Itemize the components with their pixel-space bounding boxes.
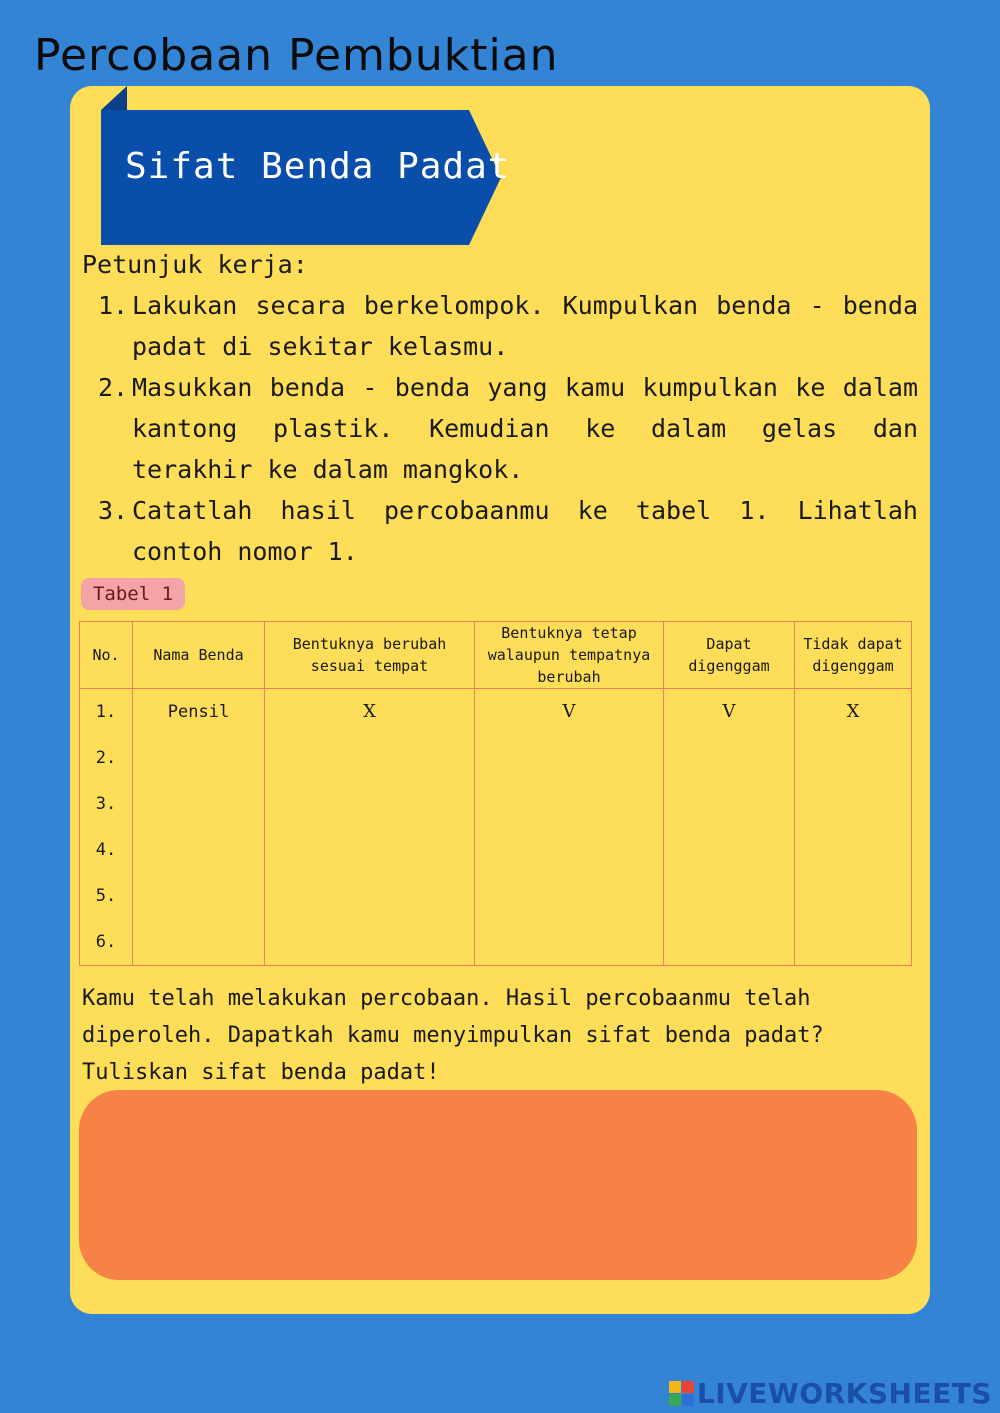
row-number: 5. <box>95 886 117 906</box>
cell-mark: X <box>846 701 860 722</box>
step-text: Catatlah hasil percobaanmu ke tabel 1. Lihatlah contoh nomor 1. <box>132 496 918 566</box>
instructions-list <box>82 285 918 572</box>
col-no <box>80 689 133 966</box>
banner-fold <box>101 86 127 110</box>
answer-text-box[interactable] <box>79 1090 917 1280</box>
row-number: 6. <box>95 932 117 952</box>
liveworksheets-logo-icon <box>669 1381 694 1406</box>
col-berubah <box>265 689 475 966</box>
page-title: Percobaan Pembuktian <box>34 30 559 81</box>
header-digenggam: Dapat digenggam <box>664 622 795 689</box>
step-number: 1. <box>98 291 129 320</box>
results-table <box>79 621 912 966</box>
header-tidak-digenggam: Tidak dapat digenggam <box>795 622 912 689</box>
col-nama-benda <box>133 689 265 966</box>
banner-title: Sifat Benda Padat <box>125 146 511 187</box>
header-no: No. <box>80 622 133 689</box>
instruction-step <box>82 285 918 367</box>
table-header-row <box>80 622 912 689</box>
row-number: 2. <box>95 748 117 768</box>
step-number: 3. <box>98 496 129 525</box>
step-text: Lakukan secara berkelompok. Kumpulkan benda - benda padat di sekitar kelasmu. <box>132 291 918 361</box>
col-tetap <box>475 689 664 966</box>
row-number: 4. <box>95 840 117 860</box>
instructions-heading: Petunjuk kerja: <box>82 250 308 279</box>
step-text: Masukkan benda - benda yang kamu kumpulkan ke dalam kantong plastik. Kemudian ke dalam gelas dan terakhir ke dalam mangkok. <box>132 373 918 484</box>
row-number: 3. <box>95 794 117 814</box>
cell-mark: V <box>722 701 736 722</box>
table-label: Tabel 1 <box>81 578 185 610</box>
header-tetap: Bentuknya tetap walaupun tempatnya berubah <box>475 622 664 689</box>
liveworksheets-brand <box>669 1373 992 1413</box>
conclusion-prompt: Kamu telah melakukan percobaan. Hasil percobaanmu telah diperoleh. Dapatkah kamu menyimpulkan sifat benda padat? Tuliskan sifat benda padat! <box>82 986 824 1085</box>
instruction-step <box>82 367 918 490</box>
cell-mark: V <box>562 701 576 722</box>
header-berubah: Bentuknya berubah sesuai tempat <box>265 622 475 689</box>
row-number: 1. <box>95 702 117 722</box>
header-nama-benda: Nama Benda <box>133 622 265 689</box>
step-number: 2. <box>98 373 129 402</box>
cell-nama-benda: Pensil <box>167 702 230 722</box>
table-body <box>80 689 912 966</box>
col-digenggam <box>664 689 795 966</box>
cell-mark: X <box>363 701 376 722</box>
instruction-step <box>82 490 918 572</box>
brand-text: LIVEWORKSHEETS <box>696 1376 992 1410</box>
col-tidak-digenggam <box>795 689 912 966</box>
